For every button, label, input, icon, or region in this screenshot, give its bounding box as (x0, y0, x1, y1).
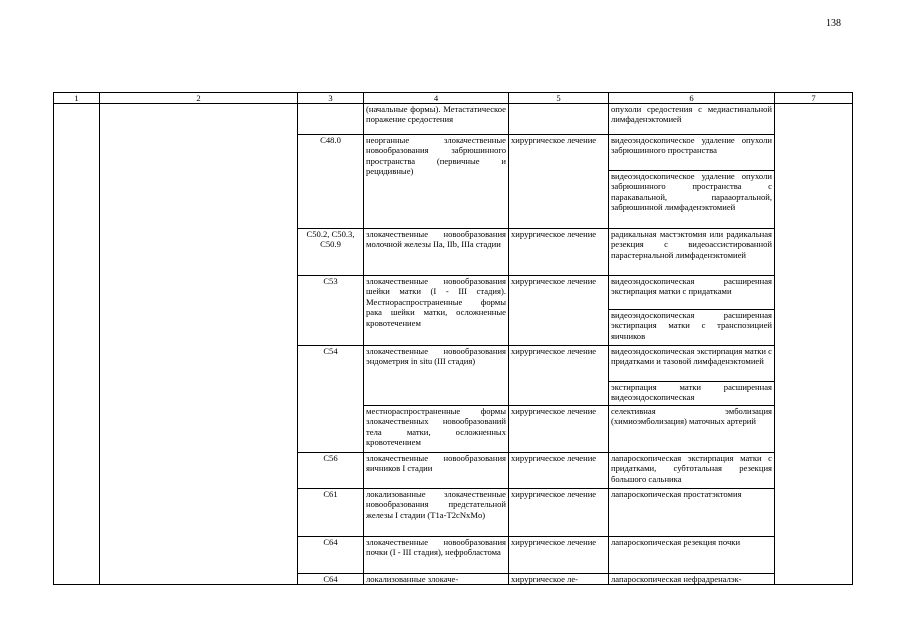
treatment-type-cell: хирургическое лечение (509, 346, 609, 406)
medical-care-table (53, 92, 853, 585)
table-row (54, 104, 853, 135)
column-header: 6 (609, 93, 775, 104)
column-7-cell (775, 104, 853, 585)
treatment-type-cell: хирургическое лечение (509, 276, 609, 346)
treatment-type-cell (509, 104, 609, 135)
treatment-type-cell: хирургическое лечение (509, 489, 609, 537)
column-header: 3 (298, 93, 364, 104)
method-cell: экстирпация матки расширенная видеоэндоскопическая (609, 382, 775, 406)
diagnosis-cell: локализованные злокаче- (364, 574, 509, 585)
column-2-cell (100, 104, 298, 585)
diagnosis-cell: злокачественные новообразования шейки матки (I - III стадия). Местнораспространенные формы рака шейки матки, осложненные кровотечением (364, 276, 509, 346)
column-1-cell (54, 104, 100, 585)
treatment-type-cell: хирургическое лечение (509, 229, 609, 276)
method-cell: видеоэндоскопическая экстирпация матки с придатками и тазовой лимфаденэктомией (609, 346, 775, 382)
treatment-type-cell: хирургическое лечение (509, 453, 609, 489)
diagnosis-cell: злокачественные новообразования эндометрия in situ (III стадия) (364, 346, 509, 406)
method-cell: лапароскопическая нефрадреналэк- (609, 574, 775, 585)
table-header-row (54, 93, 853, 104)
method-cell: радикальная мастэктомия или радикальная резекция с видеоассистированной парастернальной лимфаденэктомией (609, 229, 775, 276)
diagnosis-code-cell: C64 (298, 537, 364, 574)
diagnosis-code-cell: C56 (298, 453, 364, 489)
treatment-type-cell: хирургическое лечение (509, 135, 609, 229)
diagnosis-code-cell: C54 (298, 346, 364, 453)
treatment-type-cell: хирургическое лечение (509, 406, 609, 453)
diagnosis-cell: злокачественные новообразования почки (I - III стадия), нефробластома (364, 537, 509, 574)
method-cell: видеоэндоскопическая расширенная экстирпация матки с придатками (609, 276, 775, 310)
method-cell: лапароскопическая резекция почки (609, 537, 775, 574)
diagnosis-cell: неорганные злокачественные новообразования забрюшинного пространства (первичные и рецидивные) (364, 135, 509, 229)
column-header: 7 (775, 93, 853, 104)
column-header: 5 (509, 93, 609, 104)
column-header: 4 (364, 93, 509, 104)
diagnosis-code-cell: C64 (298, 574, 364, 585)
diagnosis-code-cell: C53 (298, 276, 364, 346)
diagnosis-code-cell: C48.0 (298, 135, 364, 229)
method-cell: видеоэндоскопическое удаление опухоли забрюшинного пространства с паракавальной, парааортальной, забрюшинной лимфаденэктомией (609, 171, 775, 229)
column-header: 2 (100, 93, 298, 104)
method-cell: видеоэндоскопическая расширенная экстирпация матки с транспозицией яичников (609, 310, 775, 346)
treatment-type-cell: хирургическое лечение (509, 537, 609, 574)
method-cell: опухоли средостения с медиастинальной лимфаденэктомией (609, 104, 775, 135)
column-header: 1 (54, 93, 100, 104)
diagnosis-code-cell (298, 104, 364, 135)
method-cell: селективная эмболизация (химиоэмболизация) маточных артерий (609, 406, 775, 453)
method-cell: видеоэндоскопическое удаление опухоли забрюшинного пространства (609, 135, 775, 171)
diagnosis-code-cell: C61 (298, 489, 364, 537)
diagnosis-cell: (начальные формы). Метастатическое поражение средостения (364, 104, 509, 135)
treatment-type-cell: хирургическое ле- (509, 574, 609, 585)
diagnosis-cell: злокачественные новообразования молочной железы IIa, IIb, IIIa стадии (364, 229, 509, 276)
diagnosis-cell: местнораспространенные формы злокачественных новообразований тела матки, осложненных кровотечением (364, 406, 509, 453)
page-number: 138 (826, 18, 841, 29)
diagnosis-cell: злокачественные новообразования яичников I стадии (364, 453, 509, 489)
method-cell: лапароскопическая экстирпация матки с придатками, субтотальная резекция большого сальника (609, 453, 775, 489)
diagnosis-cell: локализованные злокачественные новообразования предстательной железы I стадии (T1a-T2cNxMo) (364, 489, 509, 537)
diagnosis-code-cell: C50.2, C50.3, C50.9 (298, 229, 364, 276)
method-cell: лапароскопическая простатэктомия (609, 489, 775, 537)
